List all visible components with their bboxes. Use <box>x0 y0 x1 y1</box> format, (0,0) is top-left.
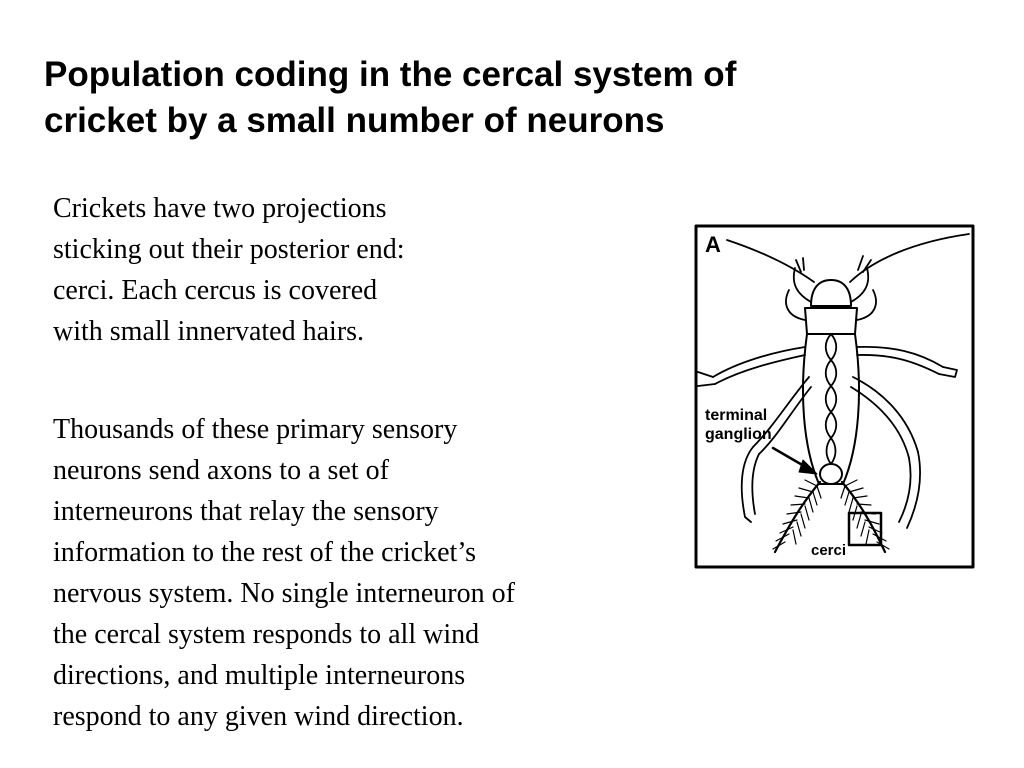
intro-paragraph <box>53 188 405 352</box>
paragraph-line: interneurons that relay the sensory <box>53 496 439 527</box>
slide-title <box>44 52 944 144</box>
terminal-ganglion <box>820 464 842 484</box>
front-legs <box>786 268 876 320</box>
title-line-1: Population coding in the cercal system of <box>44 55 737 94</box>
paragraph-line: neurons send axons to a set of <box>53 455 389 486</box>
paragraph-line: nervous system. No single interneuron of <box>53 578 515 609</box>
cricket-abdomen <box>803 334 859 484</box>
paragraph-line: information to the rest of the cricket’s <box>53 537 476 568</box>
antennae <box>727 234 969 282</box>
hind-legs <box>742 377 920 528</box>
cricket-head <box>811 280 851 306</box>
cricket-diagram <box>693 222 975 570</box>
cerci-label: cerci <box>811 542 847 559</box>
paragraph-line: with small innervated hairs. <box>53 316 365 347</box>
title-line-2: cricket by a small number of neurons <box>44 101 665 140</box>
terminal-label-line-1: terminal <box>705 407 768 424</box>
cerci-hairs <box>773 480 889 549</box>
figure-frame <box>696 226 973 567</box>
paragraph-line: Thousands of these primary sensory <box>53 414 458 445</box>
terminal-label-line-2: ganglion <box>705 426 772 443</box>
panel-letter: A <box>705 232 721 257</box>
cricket-pronotum <box>805 308 857 334</box>
paragraph-line: sticking out their posterior end: <box>53 234 405 265</box>
paragraph-line: directions, and multiple interneurons <box>53 660 466 691</box>
paragraph-line: cerci. Each cercus is covered <box>53 275 378 306</box>
paragraph-line: respond to any given wind direction. <box>53 701 464 732</box>
ventral-nerve-cord <box>826 334 837 464</box>
paragraph-line: Crickets have two projections <box>53 193 387 224</box>
paragraph-line: the cercal system responds to all wind <box>53 619 480 650</box>
interneuron-paragraph <box>53 409 515 737</box>
